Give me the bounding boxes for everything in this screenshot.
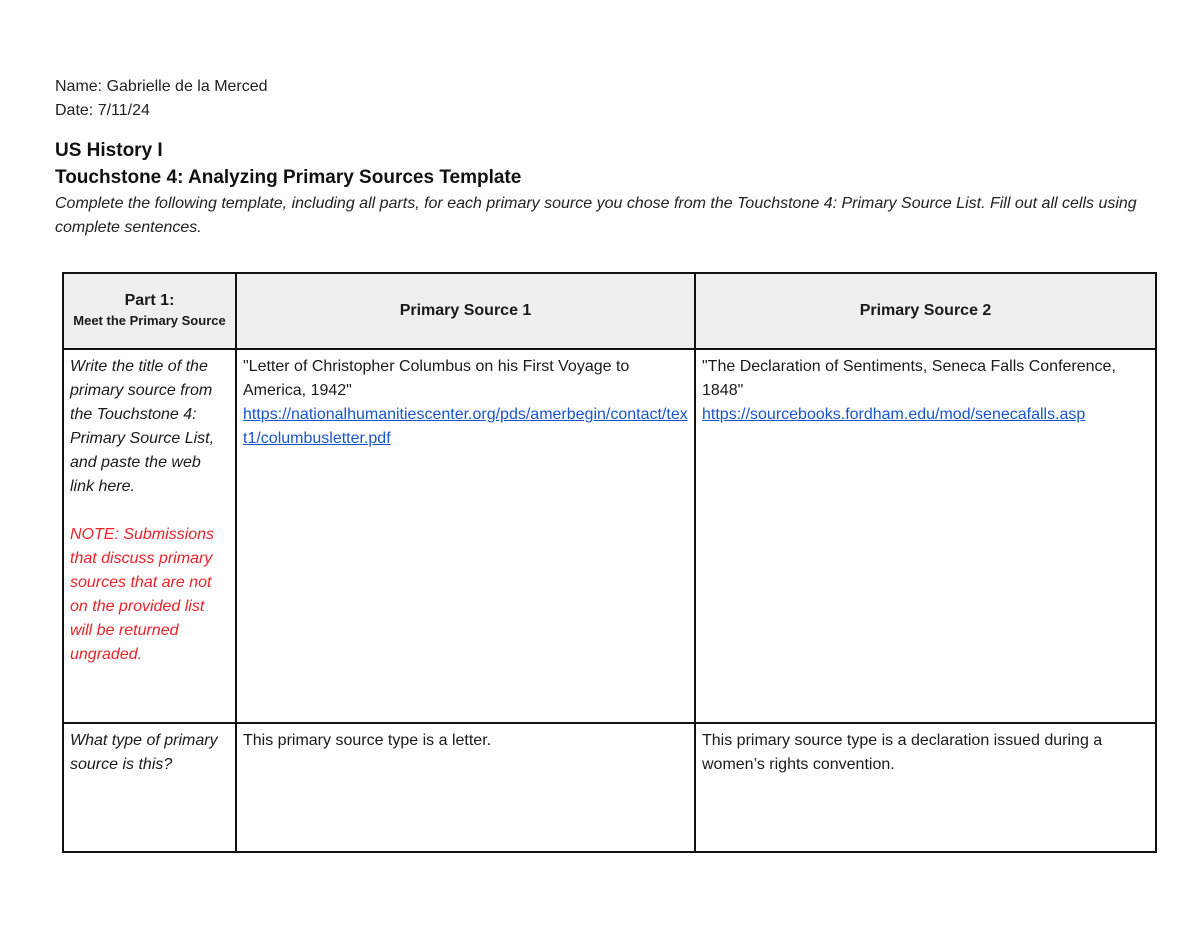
type-prompt: What type of primary source is this?	[70, 732, 218, 773]
table-header-row	[63, 273, 1156, 349]
primary-sources-table	[62, 272, 1157, 853]
source-2-link[interactable]: https://sourcebooks.fordham.edu/mod/senecafalls.asp	[702, 406, 1086, 423]
table-row	[63, 723, 1156, 852]
primary-source-2-header: Primary Source 2	[695, 273, 1156, 349]
source-1-type: This primary source type is a letter.	[243, 732, 492, 749]
source-1-type-cell[interactable]	[236, 723, 695, 852]
source-1-link[interactable]: https://nationalhumanitiescenter.org/pds/amerbegin/contact/text1/columbusletter.pdf	[243, 406, 688, 447]
source-2-type-cell[interactable]	[695, 723, 1156, 852]
primary-source-1-header: Primary Source 1	[236, 273, 695, 349]
source-2-title: "The Declaration of Sentiments, Seneca Falls Conference, 1848"	[702, 358, 1116, 399]
source-2-title-cell[interactable]	[695, 349, 1156, 723]
instructions: Complete the following template, including all parts, for each primary source you chose from the Touchstone 4: Primary Source List. Fill out all cells using complete sentences.	[55, 195, 1137, 236]
student-name: Name: Gabrielle de la Merced	[55, 78, 268, 95]
part-header-cell	[63, 273, 236, 349]
prompt-cell	[63, 723, 236, 852]
table-row	[63, 349, 1156, 723]
part-sublabel: Meet the Primary Source	[73, 313, 226, 328]
source-2-type: This primary source type is a declaration issued during a women’s rights convention.	[702, 732, 1103, 773]
title-prompt: Write the title of the primary source from the Touchstone 4: Primary Source List, and paste the web link here.	[70, 358, 215, 495]
document-page	[55, 75, 1155, 240]
document-title: Touchstone 4: Analyzing Primary Sources Template	[55, 167, 522, 188]
submission-date: Date: 7/11/24	[55, 102, 150, 119]
source-1-title: "Letter of Christopher Columbus on his First Voyage to America, 1942"	[243, 358, 630, 399]
part-label: Part 1:	[124, 292, 175, 309]
course-title: US History I	[55, 140, 163, 161]
source-1-title-cell[interactable]	[236, 349, 695, 723]
prompt-cell	[63, 349, 236, 723]
warning-note: NOTE: Submissions that discuss primary sources that are not on the provided list will be returned ungraded.	[70, 526, 215, 663]
